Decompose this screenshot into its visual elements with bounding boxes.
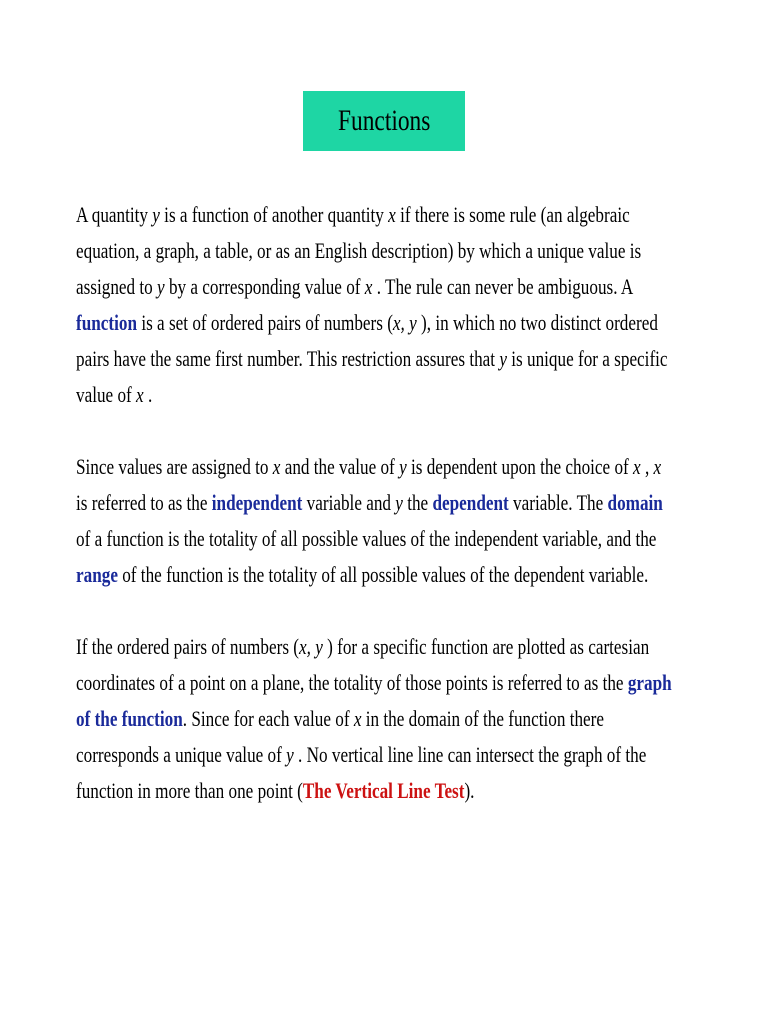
- vertical-line-test: The Vertical Line Test: [302, 778, 465, 803]
- text-run: corresponds a unique value of: [76, 742, 287, 767]
- text-run: is a set of ordered pairs of numbers (: [137, 310, 393, 335]
- text-run: value of: [76, 382, 137, 407]
- variable-x: x: [653, 454, 662, 479]
- paragraph-domain-range: [76, 449, 768, 593]
- text-run: of the function is the totality of all possible values of the dependent variable.: [117, 562, 649, 587]
- text-run: assigned to: [76, 274, 158, 299]
- text-run: the: [402, 490, 433, 515]
- text-line: equation, a graph, a table, or as an English description) by which a unique value is: [76, 238, 642, 263]
- text-run: ,: [640, 454, 654, 479]
- text-run: is dependent upon the choice of: [406, 454, 634, 479]
- term-independent: independent: [211, 490, 303, 515]
- text-run: is referred to as the: [76, 490, 212, 515]
- text-line: [76, 341, 668, 377]
- variable-y: y: [152, 202, 160, 227]
- term-range: range: [76, 562, 118, 587]
- text-line: [76, 305, 668, 341]
- text-run: If the ordered pairs of numbers (: [76, 634, 300, 659]
- text-run: coordinates of a point on a plane, the totality of those points is referred to as the: [76, 670, 628, 695]
- text-run: . The rule can never be ambiguous. A: [372, 274, 634, 299]
- text-line: of a function is the totality of all possible values of the independent variable, and the: [76, 526, 657, 551]
- text-line: [76, 737, 672, 773]
- text-run: variable and: [302, 490, 396, 515]
- text-line: [76, 485, 663, 521]
- page-title: Functions: [337, 104, 431, 137]
- text-run: is a function of another quantity: [159, 202, 389, 227]
- variable-x: x: [388, 202, 396, 227]
- text-line: [76, 449, 663, 485]
- text-run: ), in which no two distinct ordered: [416, 310, 658, 335]
- text-run: A quantity: [76, 202, 153, 227]
- text-line: [76, 665, 672, 701]
- text-run: . No vertical line line can intersect the graph of the: [293, 742, 647, 767]
- variable-pair: x, y: [392, 310, 417, 335]
- variable-x: x: [136, 382, 144, 407]
- variable-x: x: [272, 454, 281, 479]
- variable-y: y: [499, 346, 507, 371]
- variable-x: x: [364, 274, 373, 299]
- text-run: in the domain of the function there: [361, 706, 604, 731]
- variable-y: y: [286, 742, 294, 767]
- variable-x: x: [633, 454, 641, 479]
- text-run: variable. The: [508, 490, 608, 515]
- paragraph-definition: [76, 197, 768, 413]
- variable-y: y: [395, 490, 403, 515]
- text-line: [76, 557, 663, 593]
- text-run: and the value of: [280, 454, 400, 479]
- term-domain: domain: [607, 490, 663, 515]
- text-run: function in more than one point (: [76, 778, 303, 803]
- variable-pair: x, y: [299, 634, 323, 659]
- term-function: function: [76, 310, 138, 335]
- text-run: ) for a specific function are plotted as cartesian: [322, 634, 650, 659]
- term-graph: graph: [627, 670, 672, 695]
- title-box: [303, 91, 465, 151]
- text-run: by a corresponding value of: [164, 274, 365, 299]
- text-line: [76, 629, 672, 665]
- text-line: [76, 377, 668, 413]
- variable-y: y: [399, 454, 407, 479]
- text-run: . Since for each value of: [182, 706, 354, 731]
- text-line: [76, 269, 668, 305]
- text-run: pairs have the same first number. This restriction assures that: [76, 346, 500, 371]
- paragraph-graph: [76, 629, 768, 809]
- text-run: Since values are assigned to: [76, 454, 273, 479]
- text-run: .: [143, 382, 153, 407]
- term-dependent: dependent: [432, 490, 509, 515]
- variable-y: y: [157, 274, 165, 299]
- text-line: [76, 701, 672, 737]
- variable-x: x: [353, 706, 362, 731]
- term-of-the-function: of the function: [76, 706, 183, 731]
- text-run: is unique for a specific: [506, 346, 668, 371]
- text-run: ).: [464, 778, 475, 803]
- text-line: [76, 773, 672, 809]
- text-run: if there is some rule (an algebraic: [395, 202, 630, 227]
- text-line: [76, 197, 668, 233]
